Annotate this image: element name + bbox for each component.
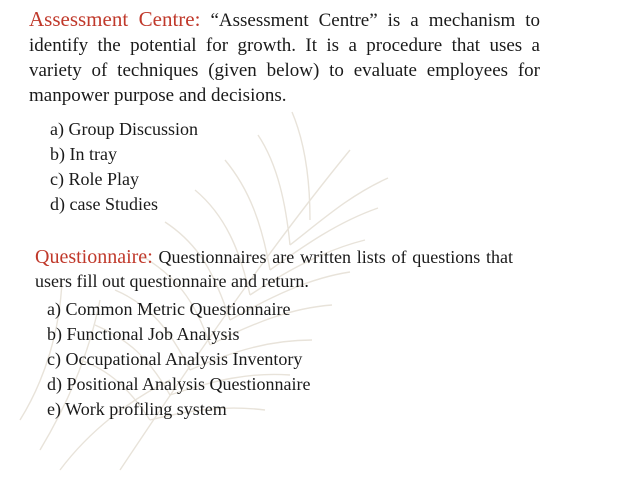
list-item: c) Role Play	[50, 169, 139, 189]
questionnaire-term: Questionnaire:	[35, 246, 153, 268]
list-item: b) In tray	[50, 144, 117, 164]
assessment-techniques-list	[50, 117, 198, 217]
list-item: a) Common Metric Questionnaire	[47, 299, 291, 319]
questionnaire-types-list	[47, 297, 310, 422]
list-item: b) Functional Job Analysis	[47, 324, 240, 344]
list-item: a) Group Discussion	[50, 119, 198, 139]
list-item: c) Occupational Analysis Inventory	[47, 349, 303, 369]
questionnaire-paragraph	[35, 245, 513, 293]
assessment-centre-paragraph	[29, 7, 540, 108]
list-item: d) Positional Analysis Questionnaire	[47, 374, 311, 394]
list-item: e) Work profiling system	[47, 399, 227, 419]
list-item: d) case Studies	[50, 194, 158, 214]
assessment-centre-term: Assessment Centre:	[29, 7, 201, 31]
questionnaire-text: Questionnaires are written lists of questions that users fill out questionnaire and return.	[35, 247, 513, 291]
assessment-centre-text: “Assessment Centre” is a mechanism to identify the potential for growth. It is a procedure that uses a variety of techniques (given below) to evaluate employees for manpower purpose and decisions.	[29, 10, 540, 106]
